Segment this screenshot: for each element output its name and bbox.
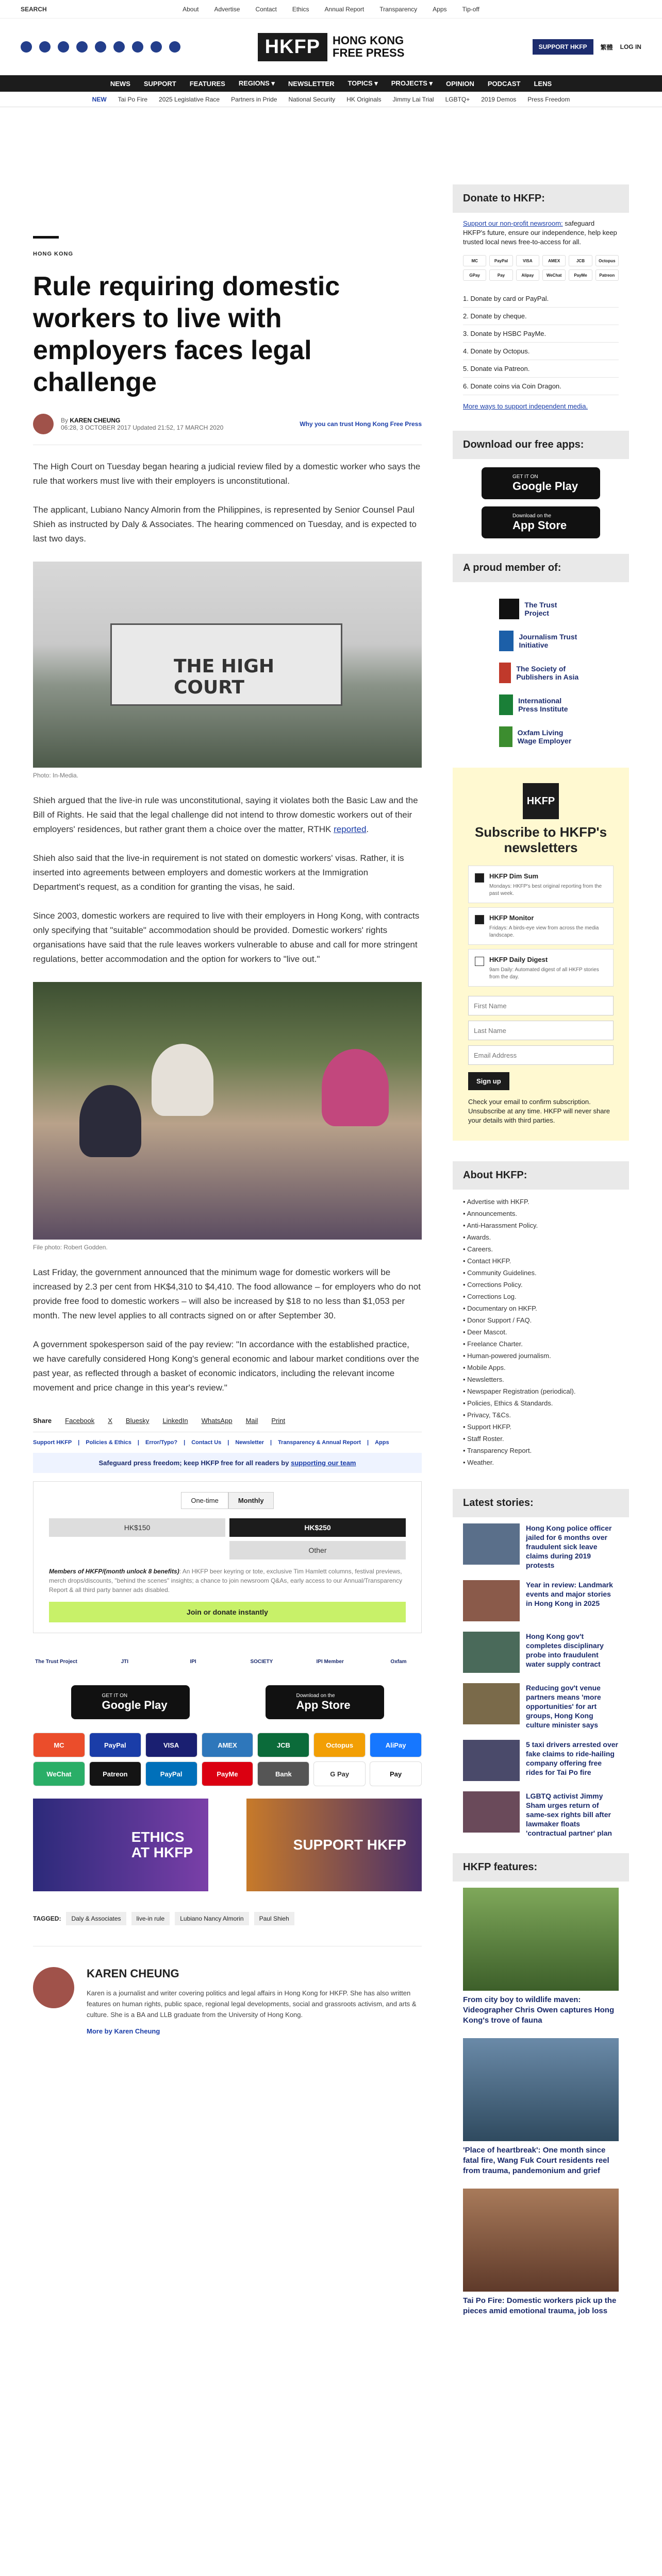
youtube-icon[interactable] [113,41,125,53]
footer-link[interactable]: Support HKFP [33,1439,72,1446]
topbar-link[interactable]: Tip-off [462,5,479,13]
member-logo[interactable]: The Trust Project [499,599,583,619]
sidebar [453,107,629,2329]
about-link[interactable]: • Mobile Apps. [453,1362,629,1374]
card-logo: WeChat [542,269,566,281]
payme-icon: PayMe [202,1761,254,1786]
about-link[interactable]: • Documentary on HKFP. [453,1302,629,1314]
trending-label: NEW [92,95,107,103]
main-nav [0,75,662,92]
trending-item[interactable]: 2025 Legislative Race [159,95,220,103]
card-logos [463,255,619,281]
google-play-button[interactable]: GET IT ON Google Play [482,467,600,499]
latest-story[interactable]: Year in review: Landmark events and major stories in Hong Kong in 2025 [463,1580,619,1621]
newsletter-option[interactable]: HKFP Monitor Fridays: A birds-eye view from across the media landscape. [468,907,614,945]
trending-item[interactable]: Tai Po Fire [118,95,148,103]
share-bluesky[interactable]: Bluesky [125,1417,150,1425]
rss-icon[interactable] [169,41,180,53]
about-link[interactable]: • Transparency Report. [453,1445,629,1456]
card-logo: PayPal [489,255,512,266]
footer-link[interactable]: Newsletter [235,1439,264,1446]
trending-item[interactable]: Jimmy Lai Trial [392,95,434,103]
nav-item[interactable]: PROJECTS ▾ [391,79,433,87]
join-button[interactable]: Join or donate instantly [49,1602,406,1622]
about-link[interactable]: • Awards. [453,1231,629,1243]
footer-link[interactable]: Transparency & Annual Report [278,1439,361,1446]
card-logo: MC [463,255,486,266]
support-banner: Safeguard press freedom; keep HKFP free for all readers by supporting our team [33,1453,422,1473]
card-logo: Alipay [516,269,539,281]
payment-methods [33,1733,422,1786]
paragraph: The High Court on Tuesday began hearing a judicial review filed by a domestic worker who says the rule that workers must live with their employers is unconstitutional. [33,462,421,486]
trending-item[interactable]: HK Originals [346,95,382,103]
article-category[interactable]: HONG KONG [33,251,74,257]
support-link[interactable]: supporting our team [291,1459,356,1467]
share-print[interactable]: Print [271,1417,286,1425]
donate-widget-title: Donate to HKFP: [453,184,629,213]
topbar-link[interactable]: Transparency [379,5,418,13]
nav-item[interactable]: REGIONS ▾ [238,79,275,87]
trending-bar [0,92,662,107]
paragraph: The applicant, Lubiano Nancy Almorin from the Philippines, is represented by Senior Counsel Paul Shieh as instructed by Daly & Associates. The hearing commenced on Tuesday, and is expected to last two days. [33,505,417,544]
about-link[interactable]: • Human-powered journalism. [453,1350,629,1362]
google-play-button[interactable]: GET IT ON Google Play [71,1685,190,1719]
about-link[interactable]: • Corrections Log. [453,1291,629,1302]
bank-icon: Bank [257,1761,309,1786]
tab-one-time[interactable]: One-time [181,1492,228,1509]
author-name[interactable]: KAREN CHEUNG [87,1967,179,1980]
trending-item[interactable]: Press Freedom [527,95,570,103]
masthead [0,19,662,75]
app-store-button[interactable]: Download on the App Store [482,506,600,538]
app-store-button[interactable]: Download on the App Store [266,1685,384,1719]
topbar-link[interactable]: Apps [433,5,447,13]
latest-story[interactable]: LGBTQ activist Jimmy Sham urges return of same-sex rights bill after lawmaker floats 'contractual partner' plan [463,1791,619,1838]
about-link[interactable]: • Announcements. [453,1208,629,1219]
partner-logo[interactable]: The Trust Project [35,1659,77,1665]
feature-headline[interactable]: Tai Po Fire: Domestic workers pick up the pieces amid emotional trauma, job loss [463,2296,617,2315]
partner-logo[interactable]: JTI [121,1659,129,1665]
about-link[interactable]: • Deer Mascot. [453,1326,629,1338]
last-name-field[interactable] [468,1021,614,1040]
member-logo[interactable]: Journalism Trust Initiative [499,631,583,651]
photo-caption: File photo: Robert Godden. [33,1244,108,1251]
about-link[interactable]: • Contact HKFP. [453,1255,629,1267]
footer-link[interactable]: Apps [375,1439,389,1446]
about-link[interactable]: • Corrections Policy. [453,1279,629,1291]
amount-option[interactable]: HK$150 [49,1518,225,1537]
latest-title: Latest stories: [453,1489,629,1517]
topbar-link[interactable]: Advertise [214,5,240,13]
social-links [21,41,206,53]
share-whatsapp[interactable]: WhatsApp [201,1417,233,1425]
about-link[interactable]: • Freelance Charter. [453,1338,629,1350]
topbar-link[interactable]: About [183,5,199,13]
card-logo: GPay [463,269,486,281]
publish-dates: 06:28, 3 OCTOBER 2017 Updated 21:52, 17 MARCH 2020 [61,424,224,431]
trending-item[interactable]: Partners in Pride [231,95,277,103]
trending-item[interactable]: 2019 Demos [481,95,517,103]
author-box [33,1946,422,2035]
visa-icon: VISA [145,1733,197,1757]
card-logo: VISA [516,255,539,266]
footer-link[interactable]: Contact Us [191,1439,222,1446]
trending-item[interactable]: LGBTQ+ [445,95,470,103]
latest-story[interactable]: 5 taxi drivers arrested over fake claims to ride-hailing company offering free rides for Tai Po fire [463,1740,619,1781]
email-field[interactable] [468,1045,614,1065]
footer-link[interactable]: Policies & Ethics [86,1439,131,1446]
utility-bar [0,0,662,19]
feature-image[interactable] [463,2038,619,2141]
tag[interactable]: live-in rule [131,1912,170,1925]
share-mail[interactable]: Mail [245,1417,258,1425]
share-x[interactable]: X [108,1417,112,1425]
hkfp-logo: HKFP [523,783,559,819]
instagram-icon[interactable] [58,41,69,53]
feature-headline[interactable]: From city boy to wildlife maven: Videographer Chris Owen captures Hong Kong's trove of fauna [463,1995,615,2025]
apps-title: Download our free apps: [453,431,629,459]
site-logo[interactable] [258,33,405,61]
search-link[interactable]: SEARCH [21,5,47,13]
share-label: Share [33,1417,52,1425]
donate-method[interactable]: 6. Donate coins via Coin Dragon. [463,378,619,395]
author-photo [33,1967,74,2008]
trust-link[interactable]: Why you can trust Hong Kong Free Press [300,420,422,428]
member-logo[interactable]: International Press Institute [499,694,583,715]
donate-method[interactable]: 1. Donate by card or PayPal. [463,290,619,308]
language-switch[interactable]: 繁體 [600,43,613,51]
google-pay-icon: G Pay [313,1761,366,1786]
card-logo: PayMe [569,269,592,281]
author-bio: Karen is a journalist and writer covering politics and legal affairs in Hong Kong for HKFP. She has also written features on human rights, public space, regional legal developments, social and grassroots activism, and arts & culture. She is a BA and LLB graduate from the University of Hong Kong. [87,1989,417,2019]
support-promo[interactable]: SUPPORT HKFP [246,1799,422,1891]
feature-headline[interactable]: 'Place of heartbreak': One month since fatal fire, Wang Fuk Court residents reel from trauma, pandemonium and grief [463,2146,609,2175]
card-logo: Patreon [595,269,619,281]
donate-methods [463,290,619,395]
high-court-photo [33,562,422,768]
wechat-icon: WeChat [33,1761,85,1786]
signup-button[interactable]: Sign up [468,1072,509,1090]
card-logo: Pay [489,269,512,281]
donate-link[interactable]: Support our non-profit newsroom: [463,219,563,227]
nav-item[interactable]: SUPPORT [143,79,176,88]
login-link[interactable]: LOG IN [620,43,641,50]
about-link[interactable]: • Newspaper Registration (periodical). [453,1385,629,1397]
byline: By KAREN CHEUNG 06:28, 3 OCTOBER 2017 Updated 21:52, 17 MARCH 2020 Why you can trust Hong Kong Free Press [33,414,422,445]
tag-list: TAGGED: Daly & Associates live-in rule Lubiano Nancy Almorin Paul Shieh [33,1912,422,1925]
nav-item[interactable]: LENS [534,79,552,88]
topbar-link[interactable]: Annual Report [324,5,365,13]
share-bar [33,1410,422,1432]
paypal-icon: PayPal [89,1733,141,1757]
about-link[interactable]: • Support HKFP. [453,1421,629,1433]
more-ways-link[interactable]: More ways to support independent media. [463,402,588,410]
tag[interactable]: Lubiano Nancy Almorin [175,1912,249,1925]
mail-icon[interactable] [132,41,143,53]
tab-monthly[interactable]: Monthly [228,1492,274,1509]
paragraph: A government spokesperson said of the pay review: "In accordance with the established practice, we have carefully considered Hong Kong's general economic and labour market conditions over the past year, as reflected through a basket of economic indicators, including the relevant income movement and price change in this year's review." [33,1340,419,1393]
about-title: About HKFP: [453,1161,629,1190]
share-linkedin[interactable]: LinkedIn [162,1417,188,1425]
building-sign: THE HIGH COURT [174,656,275,698]
about-link[interactable]: • Privacy, T&Cs. [453,1409,629,1421]
donate-text: Support our non-profit newsroom: safeguard HKFP's future, ensure our independence, help keep trusted local news free-to-access for all. [463,219,617,246]
newsletter-fineprint: Check your email to confirm subscription. Unsubscribe at any time. HKFP will never share your details with third parties. [468,1098,610,1124]
member-logo[interactable]: Oxfam Living Wage Employer [499,726,583,747]
author-avatar [33,414,54,434]
paragraph: Since 2003, domestic workers are required to live with their employers in Hong Kong, with contracts only specifying that "suitable" accommodation should be provided. Domestic workers' rights organisations have said that the rule leaves workers vulnerable to abuse and call for more stringent regulations, better accommodation and the option for workers to "live out." [33,911,420,964]
newsletter-signup [453,768,629,1141]
article [33,107,422,2329]
partner-logo[interactable]: SOCIETY [250,1659,273,1665]
feature-image[interactable] [463,1888,619,1991]
first-name-field[interactable] [468,996,614,1015]
about-link[interactable]: • Staff Roster. [453,1433,629,1445]
photo-caption: Photo: In-Media. [33,772,79,779]
partner-logo[interactable]: IPI Member [316,1659,344,1665]
article-title: Rule requiring domestic workers to live with employers faces legal challenge [33,272,340,397]
footer-link[interactable]: Error/Typo? [145,1439,178,1446]
trending-item[interactable]: National Security [288,95,336,103]
newsletter-option[interactable]: HKFP Dim Sum Mondays: HKFP's best original reporting from the past week. [468,866,614,903]
paypal-icon: PayPal [145,1761,197,1786]
features-title: HKFP features: [453,1853,629,1882]
member-logos [453,588,629,768]
amex-icon: AMEX [202,1733,254,1757]
donate-method[interactable]: 2. Donate by cheque. [463,308,619,325]
tag[interactable]: Paul Shieh [254,1912,294,1925]
patreon-icon: Patreon [89,1761,141,1786]
about-link[interactable]: • Newsletters. [453,1374,629,1385]
paragraph: Shieh also said that the live-in requirement is not stated on domestic workers' visas. Rather, it is inserted into agreements between employers and domestic workers at the Immigration Department's request, as a condition for granting the visas, he said. [33,853,404,892]
paragraph: Last Friday, the government announced that the minimum wage for domestic workers will be increased by 2.3 per cent from HK$4,310 to $4,410. The food allowance – for employers who do not provide free food to domestic workers – will also be increased by $18 to no less than $1,053 per month. The new level applies to all contracts signed on or after September 30. [33,1267,421,1320]
amount-other[interactable]: Other [229,1541,406,1560]
topbar-link[interactable]: Ethics [292,5,309,13]
feature-image[interactable] [463,2189,619,2292]
about-link[interactable]: • Weather. [453,1456,629,1468]
author-link[interactable]: KAREN CHEUNG [70,417,121,424]
nav-item[interactable]: PODCAST [487,79,521,88]
threads-icon[interactable] [76,41,88,53]
member-logo[interactable]: The Society of Publishers in Asia [499,663,583,683]
x-icon[interactable] [39,41,51,53]
partner-logo[interactable]: Oxfam [390,1659,407,1665]
ethics-promo[interactable]: ETHICS AT HKFP [33,1799,208,1891]
amount-option-selected[interactable]: HK$250 [229,1518,406,1537]
facebook-icon[interactable] [21,41,32,53]
tag[interactable]: Daly & Associates [66,1912,126,1925]
feature-stories [463,1888,619,2316]
partner-logo[interactable]: IPI [190,1659,196,1665]
share-facebook[interactable]: Facebook [65,1417,95,1425]
apple-pay-icon: Pay [370,1761,422,1786]
proud-member-title: A proud member of: [453,554,629,582]
latest-story[interactable]: Reducing gov't venue partners means 'more opportunities' for art groups, Hong Kong culture minister says [463,1683,619,1730]
nav-item[interactable]: NEWSLETTER [288,79,335,88]
paragraph: Shieh argued that the live-in rule was unconstitutional, saying it violates both the Basic Law and the Bill of Rights. He said that the legal challenge did not intend to throw domestic workers out of their employers' residences, but rather grant them a choice over the matter, RTHK reported. [33,795,418,834]
about-link[interactable]: • Anti-Harassment Policy. [453,1219,629,1231]
logo-text: HONG KONG FREE PRESS [333,34,405,59]
more-by-author-link[interactable]: More by Karen Cheung [87,2027,160,2035]
topbar-link[interactable]: Contact [255,5,277,13]
jcb-icon: JCB [257,1733,309,1757]
nav-item[interactable]: NEWS [110,79,130,88]
alipay-icon: AliPay [370,1733,422,1757]
title-rule [33,236,59,239]
about-link[interactable]: • Careers. [453,1243,629,1255]
about-links [453,1196,629,1468]
member-benefits: Members of HKFP/(month unlock 8 benefits): An HKFP beer keyring or tote, exclusive Tim Hamlett columns, festival previews, merch drops/discounts, "behind the scenes" insights; a chance to join newsroom Q&As, early access to our Annual/Transparency Report & all third party banner ads disabled. [49,1568,403,1594]
partner-logos [33,1659,422,1665]
card-logo: AMEX [542,255,566,266]
nav-item[interactable]: OPINION [445,79,474,88]
telegram-icon[interactable] [151,41,162,53]
latest-story[interactable]: Hong Kong police officer jailed for 6 months over fraudulent sick leave claims during 2019 protests [463,1523,619,1570]
newsletter-option[interactable]: HKFP Daily Digest 9am Daily: Automated digest of all HKFP stories from the day. [468,949,614,987]
octopus-icon: Octopus [313,1733,366,1757]
card-logo: JCB [569,255,592,266]
logo-mark: HKFP [258,33,327,61]
donate-widget [33,1481,422,1633]
about-link[interactable]: • Community Guidelines. [453,1267,629,1279]
mastercard-icon: MC [33,1733,85,1757]
donate-method[interactable]: 3. Donate by HSBC PayMe. [463,325,619,343]
donate-method[interactable]: 4. Donate by Octopus. [463,343,619,360]
support-button[interactable]: SUPPORT HKFP [533,39,593,55]
nav-item[interactable]: TOPICS ▾ [347,79,378,87]
card-logo: Octopus [595,255,619,266]
latest-story[interactable]: Hong Kong gov't completes disciplinary probe into fraudulent water supply contract [463,1632,619,1673]
about-link[interactable]: • Donor Support / FAQ. [453,1314,629,1326]
domestic-workers-photo [33,982,422,1240]
about-link[interactable]: • Advertise with HKFP. [453,1196,629,1208]
newsletter-title: Subscribe to HKFP's newsletters [474,824,607,855]
about-link[interactable]: • Policies, Ethics & Standards. [453,1397,629,1409]
nav-item[interactable]: FEATURES [189,79,225,88]
bluesky-icon[interactable] [95,41,106,53]
donate-method[interactable]: 5. Donate via Patreon. [463,360,619,378]
latest-stories [463,1523,619,1838]
rthk-link[interactable]: reported [334,824,367,834]
article-footer-links: Support HKFP | Policies & Ethics | Error/Typo? | Contact Us | Newsletter | Transparency & Annual Report | Apps [33,1439,389,1446]
